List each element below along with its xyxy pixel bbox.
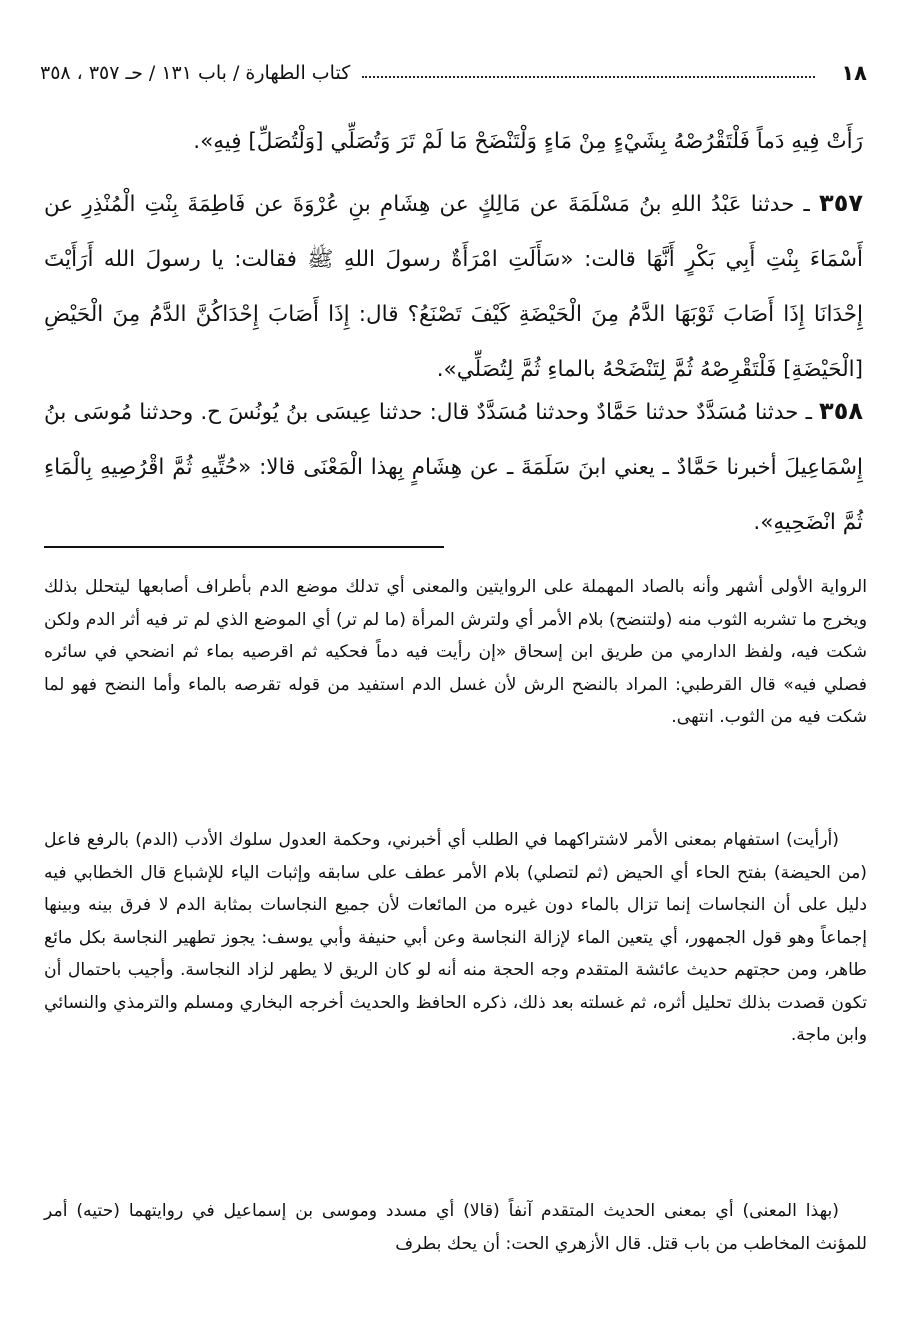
commentary-text: (بهذا المعنى) أي بمعنى الحديث المتقدم آنفاً (قالا) أي مسدد وموسى بن إسماعيل في روايتهما (حتيه) أمر للمؤنث المخاطب من باب قتل. قال الأزهري الحت: أن يحك بطرف: [44, 1201, 867, 1254]
hadith-continuation-text: رَأَتْ فِيهِ دَماً فَلْتَقْرُصْهُ بِشَيْءٍ مِنْ مَاءٍ وَلْتَنْضَحْ مَا لَمْ تَرَ وَتُصَلِّي [وَلْتُصَلِّ] فِيهِ».: [193, 129, 863, 154]
hadith-358: [44, 384, 863, 550]
hadith-number: ٣٥٨: [819, 397, 863, 425]
running-header: [40, 58, 867, 88]
footnote-divider: [44, 546, 444, 548]
commentary-text: (أرأيت) استفهام بمعنى الأمر لاشتراكهما في الطلب أي أخبرني، وحكمة العدول سلوك الأدب (الدم) بالرفع فاعل (من الحيضة) بفتح الحاء أي الحيض (ثم لتصلي) بلام الأمر عطف على سابقه وإثبات الياء للإشباع قال الخطابي فيه دليل على أن النجاسات إنما تزال بالماء دون غيره من المائعات لأن جميع النجاسات بمثابة الدم لا فرق بينه وبينها إجماعاً وهو قول الجمهور، أي يتعين الماء لإزالة النجاسة وعن أبي حنيفة وأبي يوسف: يجوز تطهير النجاسة بكل مائع طاهر، ومن حجتهم حديث عائشة المتقدم وجه الحجة منه أنه لو كان الريق لا يطهر لزاد النجاسة. وأجيب باحتمال أن تكون قصدت بذلك تحليل أثره، ثم غسلته بعد ذلك، ذكره الحافظ والحديث أخرجه البخاري ومسلم والترمذي والنسائي وابن ماجة.: [44, 830, 867, 1045]
header-title: كتاب الطهارة / باب ١٣١ / حـ ٣٥٧ ، ٣٥٨: [40, 62, 351, 84]
page-number: ١٨: [841, 61, 867, 85]
hadith-text: ـ حدثنا عَبْدُ اللهِ بنُ مَسْلَمَةَ عن مَالِكٍ عن هِشَامِ بنِ عُرْوَةَ عن فَاطِمَةَ بِنْتِ الْمُنْذِرِ عن أَسْمَاءَ بِنْتِ أَبِي بَكْرٍ أَنَّهَا قالت: «سَأَلَتِ امْرَأَةٌ رسولَ اللهِ ﷺ فقالت: يا رسولَ الله أَرَأَيْتَ إِحْدَانَا إِذَا أَصَابَ ثَوْبَهَا الدَّمُ مِنَ الْحَيْضَةِ كَيْفَ تَصْنَعُ؟ قال: إِذَا أَصَابَ إِحْدَاكُنَّ الدَّمُ مِنَ الْحَيْضِ [الْحَيْضَةِ] فَلْتَقْرِصْهُ ثُمَّ لِتَنْضَحْهُ بالماءِ ثُمَّ لِتُصَلِّي».: [44, 192, 863, 382]
commentary-text: الرواية الأولى أشهر وأنه بالصاد المهملة على الروايتين والمعنى أي تدلك موضع الدم بأطراف أصابعها ليتحلل بذلك ويخرج ما تشربه الثوب منه (ولتنضح) بلام الأمر أي ولترش المرأة (ما لم تر) أي الموضع الذي لم تر فيه أثر الدم ولكن شكت فيه، ولفظ الدارمي من طريق ابن إسحاق «إن رأيت فيه دماً فحكيه ثم اقرصيه بماء ثم انضحي في سائره فصلي فيه» قال القرطبي: المراد بالنضح الرش لأن غسل الدم استفيد من قوله تقرصه بالماء وأما النضح فهو لما شكت فيه من الثوب. انتهى.: [44, 577, 867, 727]
hadith-text: ـ حدثنا مُسَدَّدٌ حدثنا حَمَّادٌ وحدثنا مُسَدَّدٌ قال: حدثنا عِيسَى بنُ يُونُسَ ح. وحدثنا مُوسَى بنُ إِسْمَاعِيلَ أخبرنا حَمَّادٌ ـ يعني ابنَ سَلَمَةَ ـ عن هِشَامٍ بِهذا الْمَعْنَى قالا: «حُتِّيهِ ثُمَّ اقْرُصِيهِ بِالْمَاءِ ثُمَّ انْضَحِيهِ».: [44, 400, 863, 535]
hadith-continuation: [44, 114, 863, 169]
commentary-paragraph: [44, 1195, 867, 1260]
hadith-357: [44, 176, 863, 397]
header-dotted-leader: [362, 76, 815, 78]
commentary-paragraph: [44, 824, 867, 1052]
commentary-paragraph: [44, 571, 867, 734]
hadith-number: ٣٥٧: [819, 189, 863, 217]
